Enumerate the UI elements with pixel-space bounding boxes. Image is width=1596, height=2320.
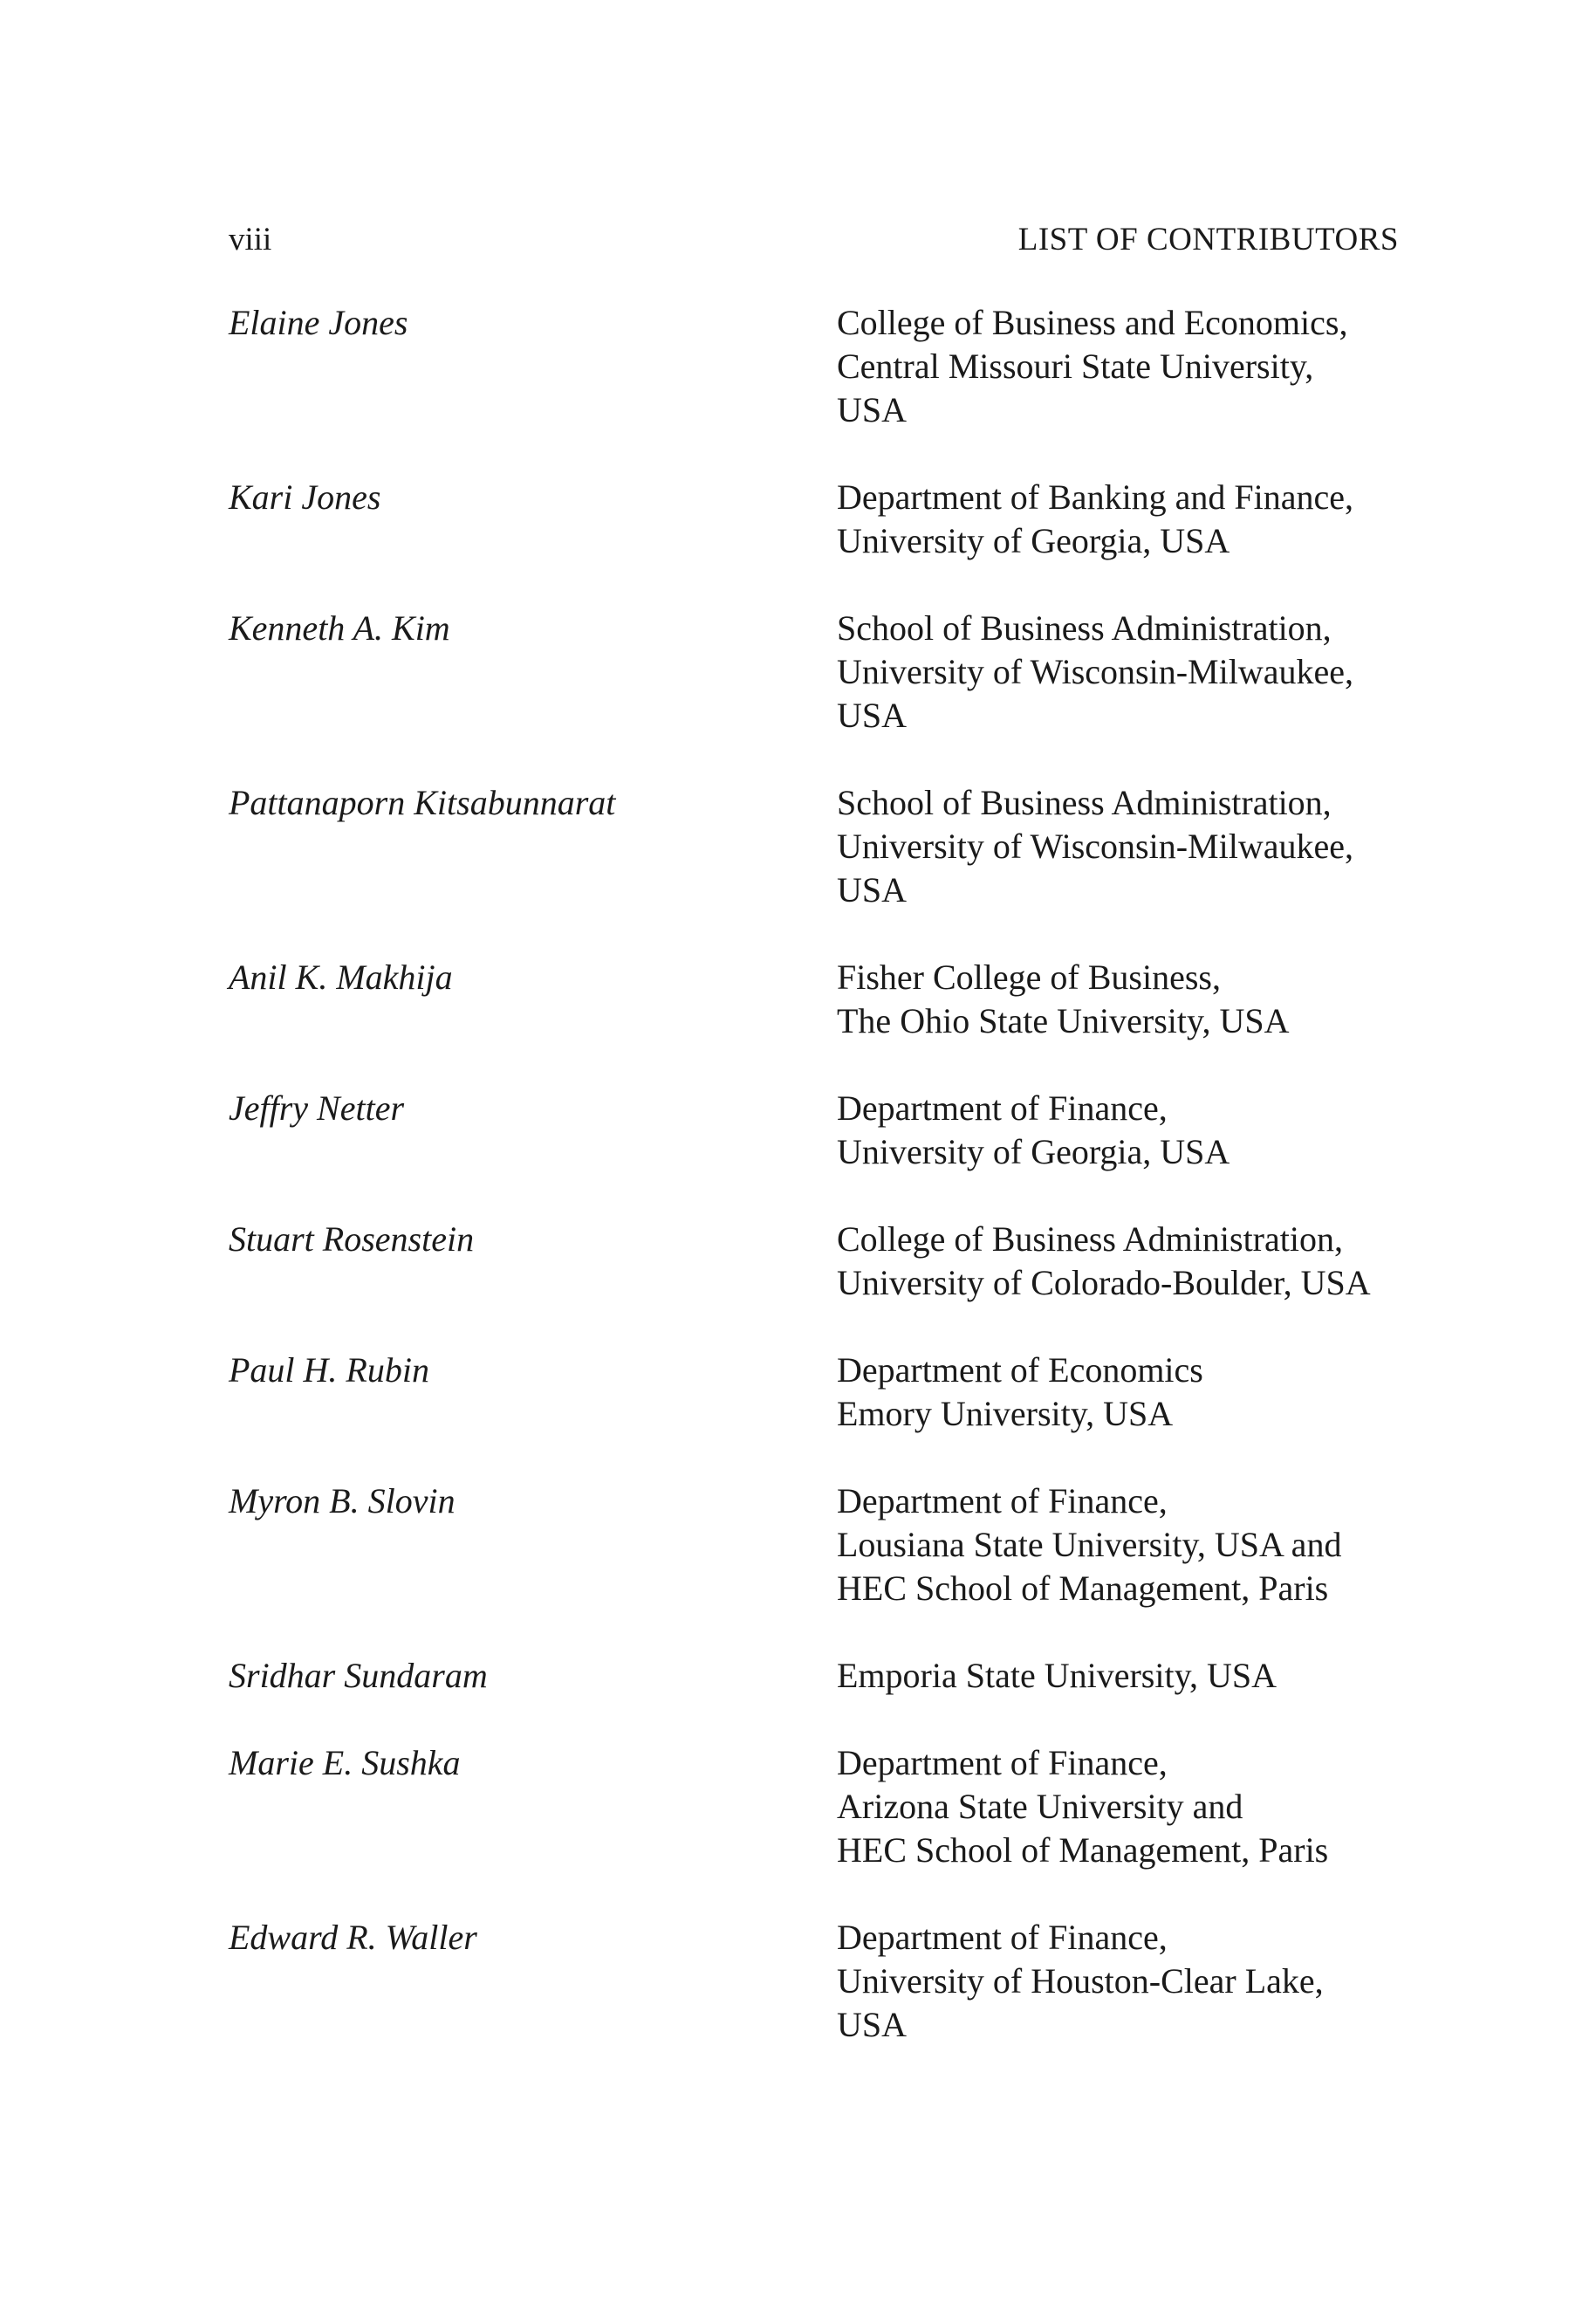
- contributor-affiliation: [837, 781, 1399, 912]
- contributor-entry: [229, 1916, 1399, 2047]
- contributor-entry: [229, 476, 1399, 563]
- contributor-entry: [229, 781, 1399, 912]
- contributor-name: Paul H. Rubin: [229, 1350, 429, 1390]
- affiliation-line: Emory University, USA: [837, 1394, 1174, 1433]
- affiliation-line: University of Houston-Clear Lake,: [837, 1961, 1324, 2001]
- contributor-name: Kenneth A. Kim: [229, 608, 450, 648]
- affiliation-line: Central Missouri State University,: [837, 347, 1314, 386]
- affiliation-line: College of Business and Economics,: [837, 303, 1348, 342]
- affiliation-line: College of Business Administration,: [837, 1219, 1343, 1259]
- contributor-affiliation: [837, 607, 1399, 738]
- contributor-affiliation: [837, 1218, 1399, 1305]
- contributor-name: Sridhar Sundaram: [229, 1656, 488, 1695]
- affiliation-line: Department of Finance,: [837, 1918, 1168, 1957]
- contributor-entry: [229, 1349, 1399, 1436]
- contributor-entry: [229, 607, 1399, 738]
- contributor-affiliation: [837, 1349, 1399, 1436]
- affiliation-line: Arizona State University and: [837, 1787, 1243, 1826]
- contributor-entry: [229, 301, 1399, 432]
- affiliation-line: HEC School of Management, Paris: [837, 1830, 1329, 1870]
- contributor-name: Jeffry Netter: [229, 1088, 405, 1128]
- affiliation-line: School of Business Administration,: [837, 608, 1332, 648]
- affiliation-line: University of Wisconsin-Milwaukee,: [837, 652, 1353, 691]
- contributor-entry: [229, 1479, 1399, 1610]
- contributor-name: Myron B. Slovin: [229, 1481, 456, 1520]
- contributor-name: Elaine Jones: [229, 303, 408, 342]
- contributor-name: Marie E. Sushka: [229, 1743, 461, 1782]
- contributors-list: [229, 301, 1399, 2047]
- affiliation-line: Department of Finance,: [837, 1743, 1168, 1782]
- affiliation-line: USA: [837, 2005, 908, 2044]
- contributor-affiliation: [837, 1654, 1399, 1698]
- contributor-entry: [229, 1654, 1399, 1698]
- contributor-name: Stuart Rosenstein: [229, 1219, 475, 1259]
- affiliation-line: Department of Banking and Finance,: [837, 477, 1354, 517]
- contributor-entry: [229, 1087, 1399, 1174]
- contributor-entry: [229, 1741, 1399, 1872]
- contributor-entry: [229, 1218, 1399, 1305]
- affiliation-line: University of Colorado-Boulder, USA: [837, 1263, 1371, 1302]
- contributor-name: Anil K. Makhija: [229, 958, 453, 997]
- affiliation-line: Lousiana State University, USA and: [837, 1525, 1342, 1564]
- contributor-affiliation: [837, 956, 1399, 1043]
- running-head: [229, 218, 1399, 262]
- affiliation-line: Department of Finance,: [837, 1481, 1168, 1520]
- affiliation-line: Department of Finance,: [837, 1088, 1168, 1128]
- contributor-affiliation: [837, 1087, 1399, 1174]
- contributor-affiliation: [837, 1741, 1399, 1872]
- affiliation-line: Fisher College of Business,: [837, 958, 1221, 997]
- affiliation-line: USA: [837, 696, 908, 735]
- contributor-name: Kari Jones: [229, 477, 381, 517]
- contributor-affiliation: [837, 1479, 1399, 1610]
- affiliation-line: USA: [837, 870, 908, 909]
- affiliation-line: The Ohio State University, USA: [837, 1001, 1290, 1040]
- affiliation-line: University of Georgia, USA: [837, 521, 1230, 560]
- affiliation-line: Department of Economics: [837, 1350, 1203, 1390]
- affiliation-line: School of Business Administration,: [837, 783, 1332, 822]
- contributor-name: Pattanaporn Kitsabunnarat: [229, 783, 616, 822]
- contributor-name: Edward R. Waller: [229, 1918, 477, 1957]
- contributor-entry: [229, 956, 1399, 1043]
- page-number: viii: [229, 222, 272, 257]
- affiliation-line: University of Wisconsin-Milwaukee,: [837, 827, 1353, 866]
- running-head-title: LIST OF CONTRIBUTORS: [1017, 222, 1399, 257]
- contributor-affiliation: [837, 301, 1399, 432]
- affiliation-line: USA: [837, 390, 908, 429]
- contributor-affiliation: [837, 1916, 1399, 2047]
- affiliation-line: University of Georgia, USA: [837, 1132, 1230, 1171]
- affiliation-line: HEC School of Management, Paris: [837, 1568, 1329, 1608]
- contributor-affiliation: [837, 476, 1399, 563]
- affiliation-line: Emporia State University, USA: [837, 1656, 1277, 1695]
